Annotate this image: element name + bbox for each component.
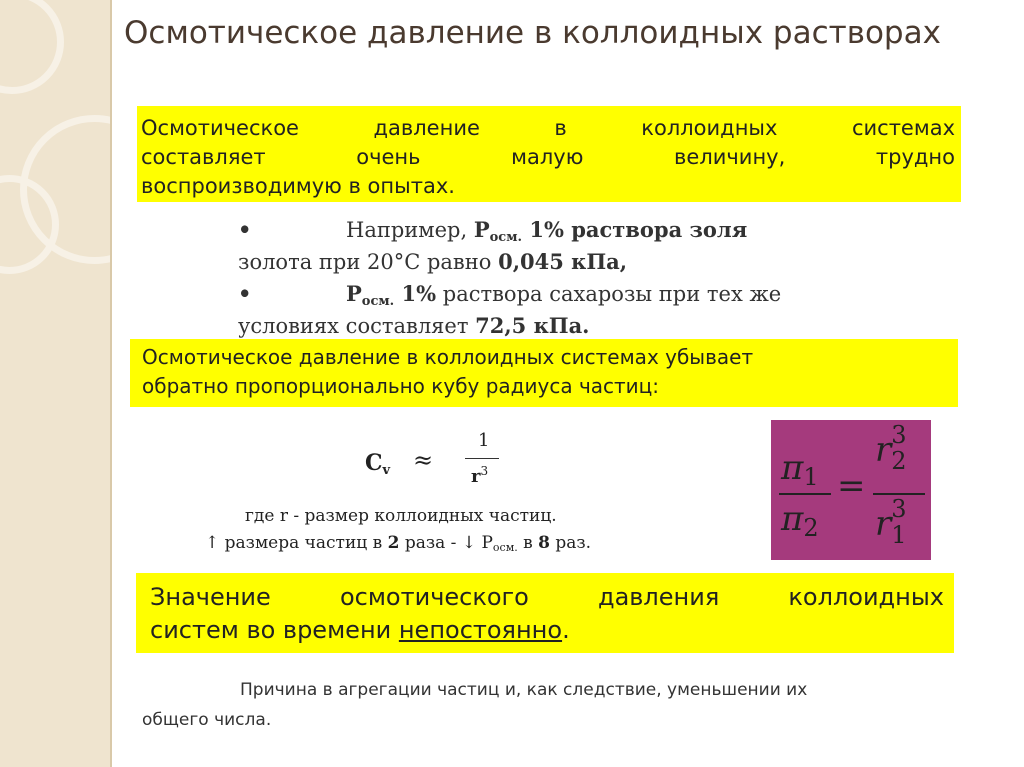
- reason-line1: Причина в агрегации частиц и, как следствие, уменьшении их: [240, 680, 808, 700]
- box1-line1: Осмотическое давление в коллоидных системах: [141, 116, 955, 140]
- decorative-ring: [0, 0, 64, 94]
- pi1: π1: [781, 448, 819, 491]
- reason-line2: общего числа.: [142, 710, 272, 730]
- decorative-sidebar: [0, 0, 112, 767]
- example-line2: золота при 20°С равно 0,045 кПа,: [238, 249, 628, 274]
- formula-cv: [365, 430, 525, 500]
- r1-cubed: r 3 1: [875, 495, 907, 549]
- formula-note-1: где r - размер коллоидных частиц.: [245, 506, 557, 526]
- highlight-box-conclusion: [136, 573, 954, 653]
- formula-note-2: ↑ размера частиц в 2 раза - ↓ Росм. в 8 раз.: [205, 533, 592, 554]
- box1-line3: воспроизводимую в опытах.: [141, 174, 455, 198]
- pi2: π2: [781, 499, 819, 542]
- box3-line1: Значение осмотического давления коллоидных: [150, 583, 944, 611]
- highlight-box-rule: [130, 339, 958, 407]
- example-line4: условиях составляет 72,5 кПа.: [238, 313, 590, 338]
- formula-cv-lhs: Cv: [365, 450, 391, 478]
- box3-line2: систем во времени непостоянно.: [150, 616, 570, 644]
- bullet: •: [238, 217, 252, 242]
- example-line3: $Р_{осм.}$ 1% раствора сахарозы при тех же: [346, 281, 782, 309]
- highlight-box-statement: [137, 106, 961, 202]
- equals-sign: =: [837, 466, 866, 506]
- sidebar-divider: [110, 0, 112, 767]
- box2-line1: Осмотическое давление в коллоидных системах убывает: [142, 345, 754, 369]
- formula-cv-num: 1: [478, 430, 490, 451]
- slide-title: Осмотическое давление в коллоидных растворах: [124, 15, 941, 51]
- formula-pi-ratio: [771, 420, 931, 560]
- r2-cubed: r 3 2: [875, 421, 907, 475]
- fraction-bar-left: [779, 493, 831, 495]
- example-line1: Например, $Р_{осм.}$ 1% раствора золя: [346, 217, 748, 245]
- fraction-bar: [465, 458, 499, 459]
- box2-line2: обратно пропорционально кубу радиуса частиц:: [142, 374, 660, 398]
- formula-cv-den: $r^3$: [471, 464, 489, 487]
- box1-line2: составляет очень малую величину, трудно: [141, 145, 955, 169]
- bullet: •: [238, 281, 252, 306]
- reason-text: [142, 675, 962, 735]
- formula-cv-approx: ≈: [413, 446, 434, 474]
